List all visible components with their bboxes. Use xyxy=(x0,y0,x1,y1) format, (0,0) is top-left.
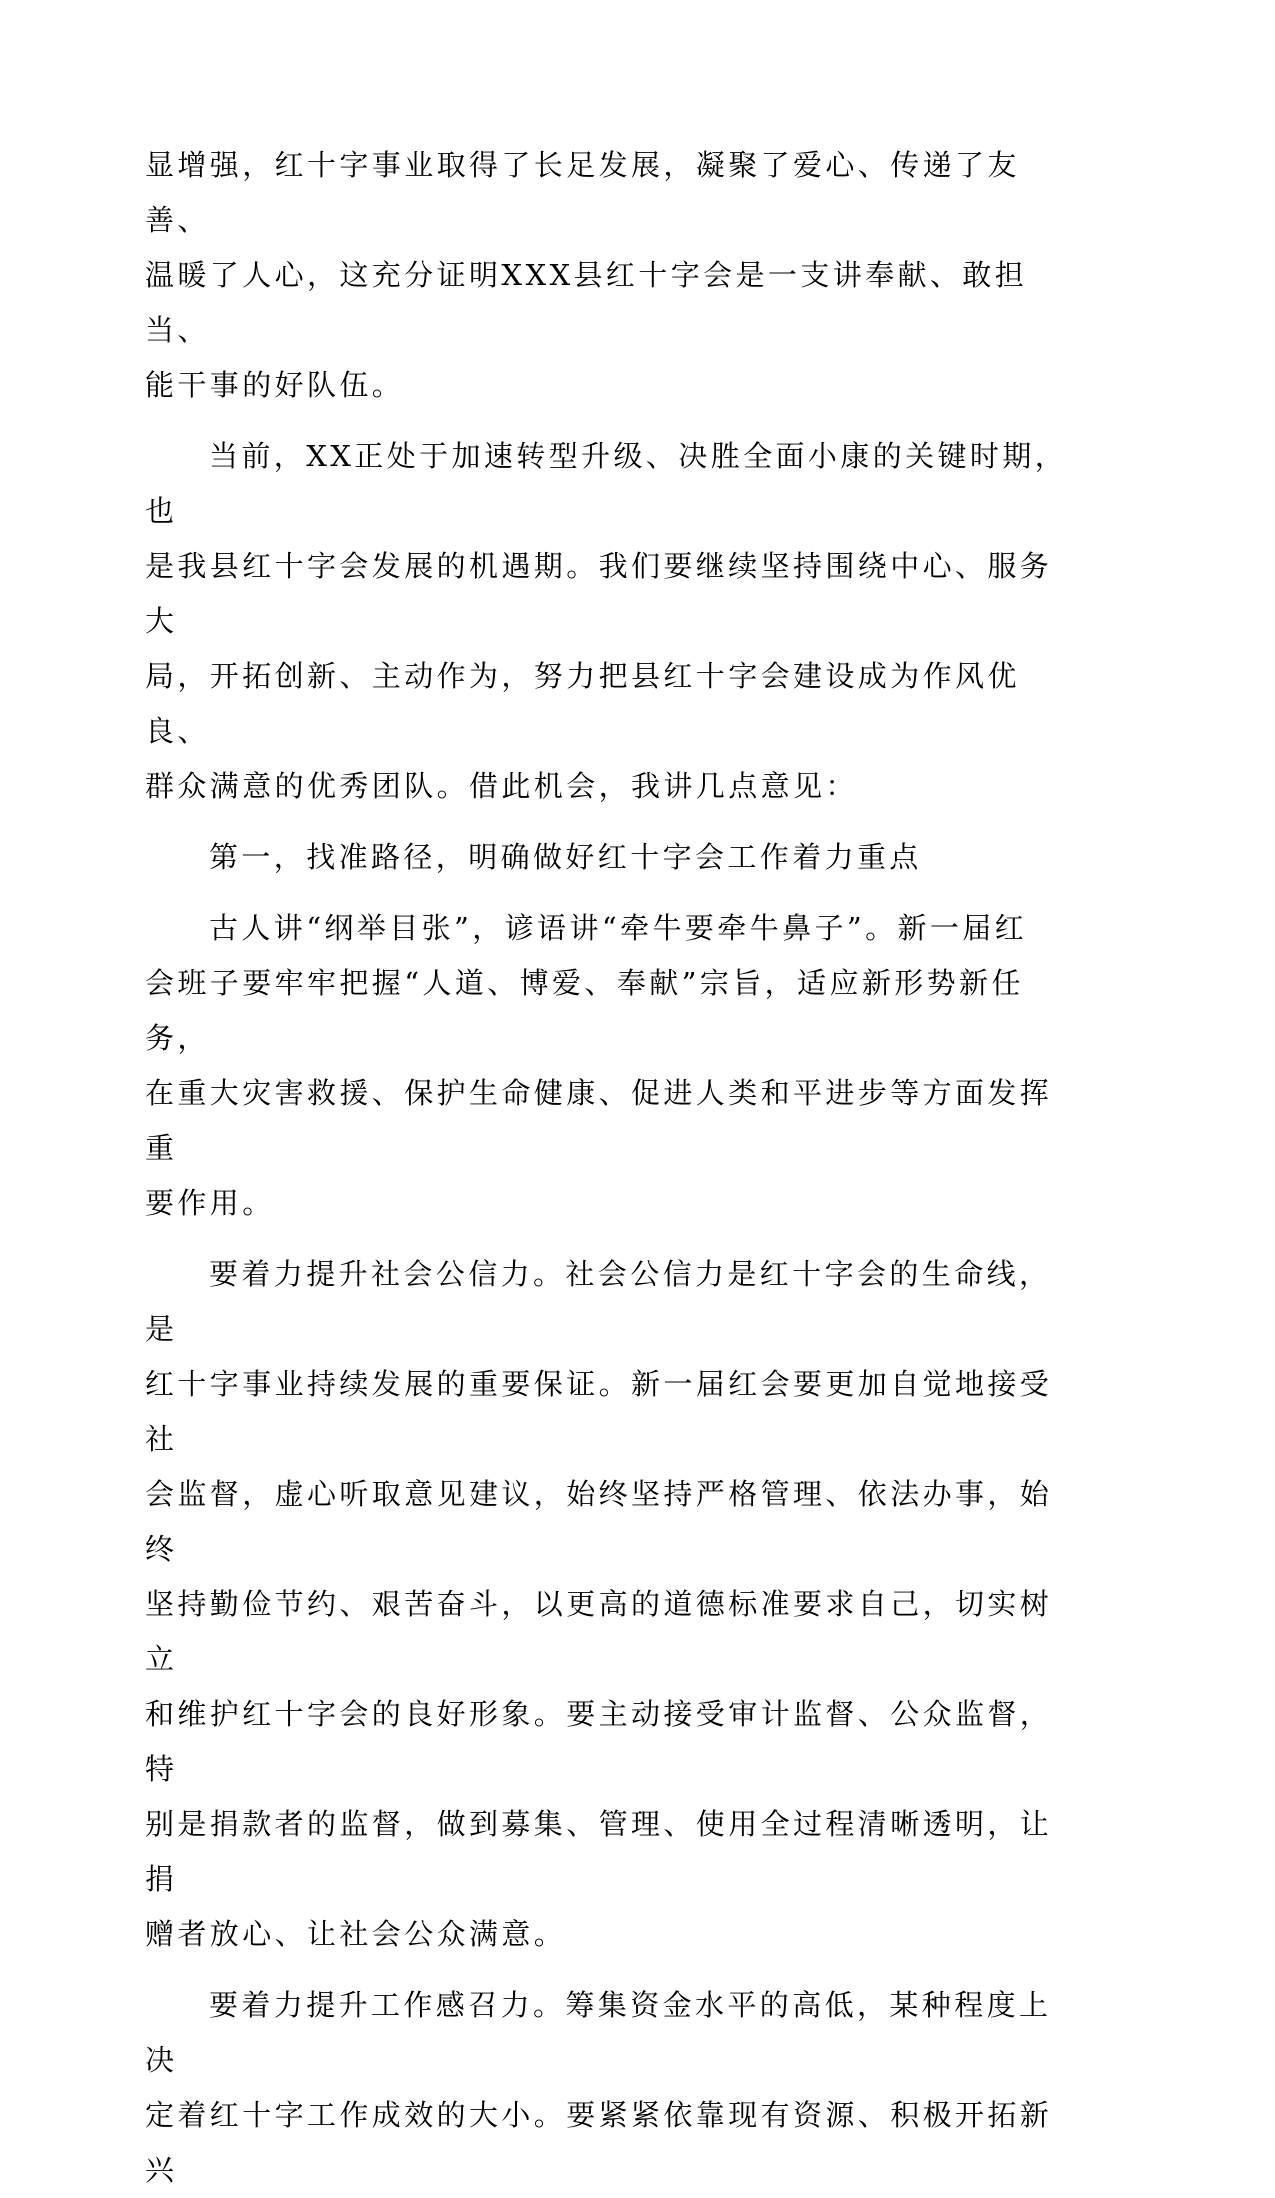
text-line: 和维护红十字会的良好形象。要主动接受审计监督、公众监督，特 xyxy=(145,1697,1053,1786)
text-line: 群众满意的优秀团队。借此机会，我讲几点意见： xyxy=(145,769,858,803)
text-line: 定着红十字工作成效的大小。要紧紧依靠现有资源、积极开拓新兴 xyxy=(145,2098,1053,2187)
text-line: 能干事的好队伍。 xyxy=(145,368,405,402)
paragraph-current-situation xyxy=(145,429,1080,814)
text-line: 会班子要牢牢把握“人道、博爱、奉献”宗旨，适应新形势新任务， xyxy=(145,966,1024,1055)
text-line: 是我县红十字会发展的机遇期。我们要继续坚持围绕中心、服务大 xyxy=(145,549,1053,638)
text-line: 别是捐款者的监督，做到募集、管理、使用全过程清晰透明，让捐 xyxy=(145,1807,1053,1896)
heading-text: 第一，找准路径，明确做好红十字会工作着力重点 xyxy=(209,840,922,874)
text-line: 要作用。 xyxy=(145,1186,275,1220)
text-line: 温暖了人心，这充分证明XXX县红十字会是一支讲奉献、敢担当、 xyxy=(145,258,1028,347)
section-heading xyxy=(145,830,1080,885)
text-line: 赠者放心、让社会公众满意。 xyxy=(145,1917,567,1951)
text-line: 古人讲“纲举目张”，谚语讲“牵牛要牵牛鼻子”。新一届红 xyxy=(209,911,1028,945)
document-page xyxy=(145,138,1080,2198)
paragraph-continuation xyxy=(145,138,1080,413)
text-line: 会监督，虚心听取意见建议，始终坚持严格管理、依法办事，始终 xyxy=(145,1477,1053,1566)
text-line: 局，开拓创新、主动作为，努力把县红十字会建设成为作风优良、 xyxy=(145,659,1020,748)
paragraph-credibility xyxy=(145,1247,1080,1962)
text-line: 在重大灾害救援、保护生命健康、促进人类和平进步等方面发挥重 xyxy=(145,1076,1053,1165)
paragraph-ancient-saying xyxy=(145,901,1080,1231)
text-line: 红十字事业持续发展的重要保证。新一届红会要更加自觉地接受社 xyxy=(145,1367,1053,1456)
text-line: 显增强，红十字事业取得了长足发展，凝聚了爱心、传递了友善、 xyxy=(145,148,1020,237)
text-line: 要着力提升社会公信力。社会公信力是红十字会的生命线，是 xyxy=(145,1257,1052,1346)
text-line: 要着力提升工作感召力。筹集资金水平的高低，某种程度上决 xyxy=(145,1988,1052,2077)
text-line: 当前，XX正处于加速转型升级、决胜全面小康的关键时期，也 xyxy=(145,439,1068,528)
paragraph-appeal xyxy=(145,1978,1080,2198)
text-line: 坚持勤俭节约、艰苦奋斗，以更高的道德标准要求自己，切实树立 xyxy=(145,1587,1053,1676)
